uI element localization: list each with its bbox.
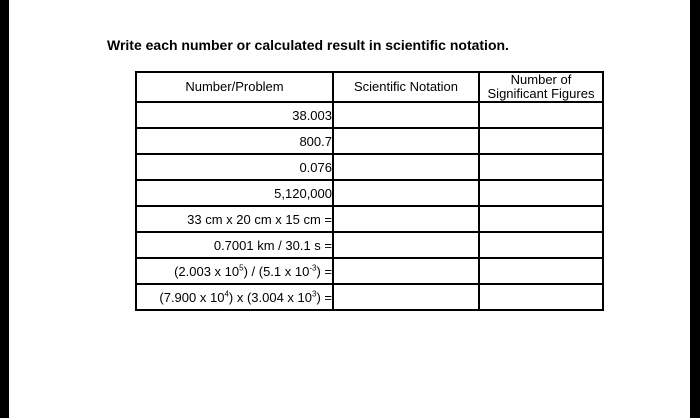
table-row: [136, 180, 603, 206]
instruction-text: Write each number or calculated result in scientific notation.: [107, 37, 509, 53]
table-row: [136, 258, 603, 284]
sig-figs-answer[interactable]: [479, 284, 603, 310]
header-significant-figures: [479, 72, 603, 102]
exponent: 5: [239, 263, 244, 273]
problem-text: (7.900 x 10: [159, 289, 225, 305]
problem-cell: 38.003: [136, 102, 333, 128]
sig-figs-answer[interactable]: [479, 206, 603, 232]
problem-cell: 0.076: [136, 154, 333, 180]
scientific-notation-answer[interactable]: [333, 180, 479, 206]
table-row: [136, 284, 603, 310]
problem-text: (2.003 x 10: [174, 263, 240, 279]
scientific-notation-answer[interactable]: [333, 206, 479, 232]
problem-cell: 800.7: [136, 128, 333, 154]
scientific-notation-answer[interactable]: [333, 258, 479, 284]
exponent: -3: [309, 263, 317, 273]
scientific-notation-answer[interactable]: [333, 232, 479, 258]
scientific-notation-answer[interactable]: [333, 102, 479, 128]
problem-text: ) =: [316, 289, 332, 305]
sig-figs-answer[interactable]: [479, 102, 603, 128]
exponent: 3: [312, 289, 317, 299]
scientific-notation-answer[interactable]: [333, 284, 479, 310]
problem-cell: 0.7001 km / 30.1 s =: [136, 232, 333, 258]
sig-figs-answer[interactable]: [479, 258, 603, 284]
table-row: [136, 128, 603, 154]
sig-figs-answer[interactable]: [479, 232, 603, 258]
problem-text: ) x (3.004 x 10: [228, 289, 312, 305]
header-sig-figs-line1: Number of: [510, 72, 572, 87]
scientific-notation-answer[interactable]: [333, 128, 479, 154]
problem-cell: 5,120,000: [136, 180, 333, 206]
table-row: [136, 232, 603, 258]
header-number-problem: Number/Problem: [136, 72, 333, 102]
header-scientific-notation: Scientific Notation: [333, 72, 479, 102]
exponent: 4: [224, 289, 229, 299]
header-sig-figs-line2: Significant Figures: [487, 86, 595, 101]
worksheet-table: [135, 71, 604, 311]
table-row: [136, 154, 603, 180]
problem-text: ) / (5.1 x 10: [243, 263, 310, 279]
problem-cell: [136, 284, 333, 310]
sig-figs-answer[interactable]: [479, 128, 603, 154]
scientific-notation-answer[interactable]: [333, 154, 479, 180]
table-row: [136, 206, 603, 232]
problem-cell: 33 cm x 20 cm x 15 cm =: [136, 206, 333, 232]
worksheet-page: [9, 0, 690, 418]
sig-figs-answer[interactable]: [479, 180, 603, 206]
table-row: [136, 102, 603, 128]
header-row: [136, 72, 603, 102]
problem-text: ) =: [316, 263, 332, 279]
sig-figs-answer[interactable]: [479, 154, 603, 180]
problem-cell: [136, 258, 333, 284]
